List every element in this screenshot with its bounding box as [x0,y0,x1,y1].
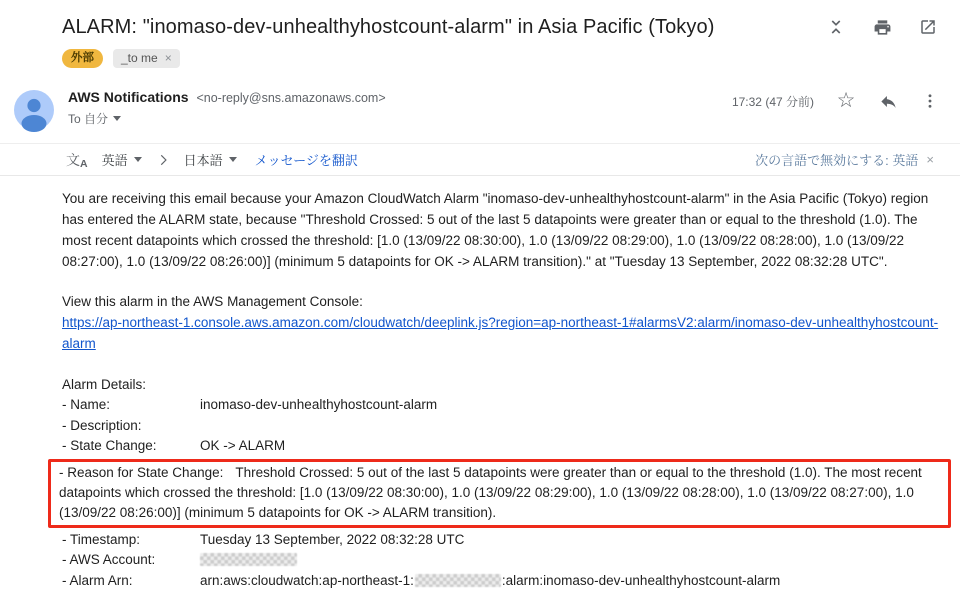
badge-row [62,49,960,68]
arn-suffix: :alarm:inomaso-dev-unhealthyhostcount-alarm [502,573,780,588]
sender-row [14,89,946,130]
detail-row-description: - Description: [62,416,945,437]
subject-row [0,0,960,40]
detail-row-timestamp: - Timestamp: Tuesday 13 September, 2022 08:32:28 UTC [62,530,945,551]
reply-icon[interactable] [878,91,898,111]
arn-prefix: arn:aws:cloudwatch:ap-northeast-1: [200,573,414,588]
disable-translation-link[interactable]: 次の言語で無効にする: 英語 [755,150,918,169]
recipient-dropdown-icon [113,116,121,121]
recipient-text: To 自分 [68,110,108,127]
alarm-intro-paragraph: You are receiving this email because your Amazon CloudWatch Alarm "inomaso-dev-unhealthyhostcount-alarm" in the Asia Pacific (Tokyo) region has entered the ALARM state, because "Threshold Crossed: 5 out of the last 5 datapoints were greater than or equal to the threshold (1.0). The most recent datapoints which crossed the threshold: [1.0 (13/09/22 08:30:00), 1.0 (13/09/22 08:29:00), 1.0 (13/09/22 08:28:00), 1.0 (13/09/22 08:27:00), 1.0 (13/09/22 08:26:00)] (minimum 5 datapoints for OK -> ALARM transition)." at "Tuesday 13 September, 2022 08:32:28 UTC". [62,188,948,272]
detail-row-state-change: - State Change: OK -> ALARM [62,436,945,457]
email-body [62,188,945,591]
cloudwatch-console-link[interactable]: https://ap-northeast-1.console.aws.amazon.com/cloudwatch/deeplink.js?region=ap-northeast-1#alarmsV2:alarm/inomaso-dev-unhealthyhostcount-alarm [62,315,938,351]
external-badge: 外部 [62,49,103,68]
alarm-details-heading: Alarm Details: [62,374,945,395]
detail-row-name: - Name: inomaso-dev-unhealthyhostcount-alarm [62,395,945,416]
sender-info [68,89,732,127]
redacted-account-number [200,553,297,566]
redacted-arn-account [415,574,501,587]
source-language-label: 英語 [102,150,128,169]
chevron-right-icon [156,153,170,167]
translate-bar-close-icon[interactable]: × [926,152,934,167]
collapse-all-icon[interactable] [826,17,846,37]
message-timestamp: 17:32 (47 分前) [732,93,814,110]
detail-row-alarm-arn: - Alarm Arn: arn:aws:cloudwatch:ap-northeast-1: :alarm:inomaso-dev-unhealthyhostcount-alarm [62,571,945,591]
target-language-select[interactable] [184,150,237,169]
translate-message-link[interactable]: メッセージを翻訳 [255,150,358,169]
star-icon[interactable]: ☆ [836,91,856,111]
console-link-line [62,312,945,354]
recipient-line[interactable] [68,110,732,127]
sender-name[interactable]: AWS Notifications [68,89,189,105]
reason-value: Threshold Crossed: 5 out of the last 5 datapoints were greater than or equal to the threshold (1.0). The most recent datapoints which crossed the threshold: [1.0 (13/09/22 08:30:00), 1.0 (13/09/22 08:29:00), 1.0 (13/09/22 08:28:00), 1.0 (13/09/22 08:27:00), 1.0 (13/09/22 08:26:00)] (minimum 5 datapoints for OK -> ALARM transition). [59,465,922,520]
source-language-select[interactable] [102,150,142,169]
more-options-icon[interactable] [920,91,940,111]
subject-actions [826,14,938,37]
translate-bar [0,143,960,176]
label-chip-to-me[interactable] [113,49,180,68]
reason-label: - Reason for State Change: [59,465,223,480]
message-meta [732,89,946,111]
sender-email: <no-reply@sns.amazonaws.com> [196,91,385,105]
label-chip-text: _to me [121,52,158,65]
translate-icon: 文A [66,150,88,170]
target-language-label: 日本語 [184,150,223,169]
email-subject: ALARM: "inomaso-dev-unhealthyhostcount-alarm" in Asia Pacific (Tokyo) [62,14,826,40]
open-in-new-icon[interactable] [918,17,938,37]
console-heading: View this alarm in the AWS Management Console: [62,291,945,312]
print-icon[interactable] [872,17,892,37]
reason-highlight-box [48,459,951,528]
detail-row-aws-account: - AWS Account: [62,550,945,571]
chevron-down-icon [229,157,237,162]
chevron-down-icon [134,157,142,162]
sender-avatar[interactable] [14,90,54,130]
chip-close-icon[interactable]: × [165,52,172,65]
